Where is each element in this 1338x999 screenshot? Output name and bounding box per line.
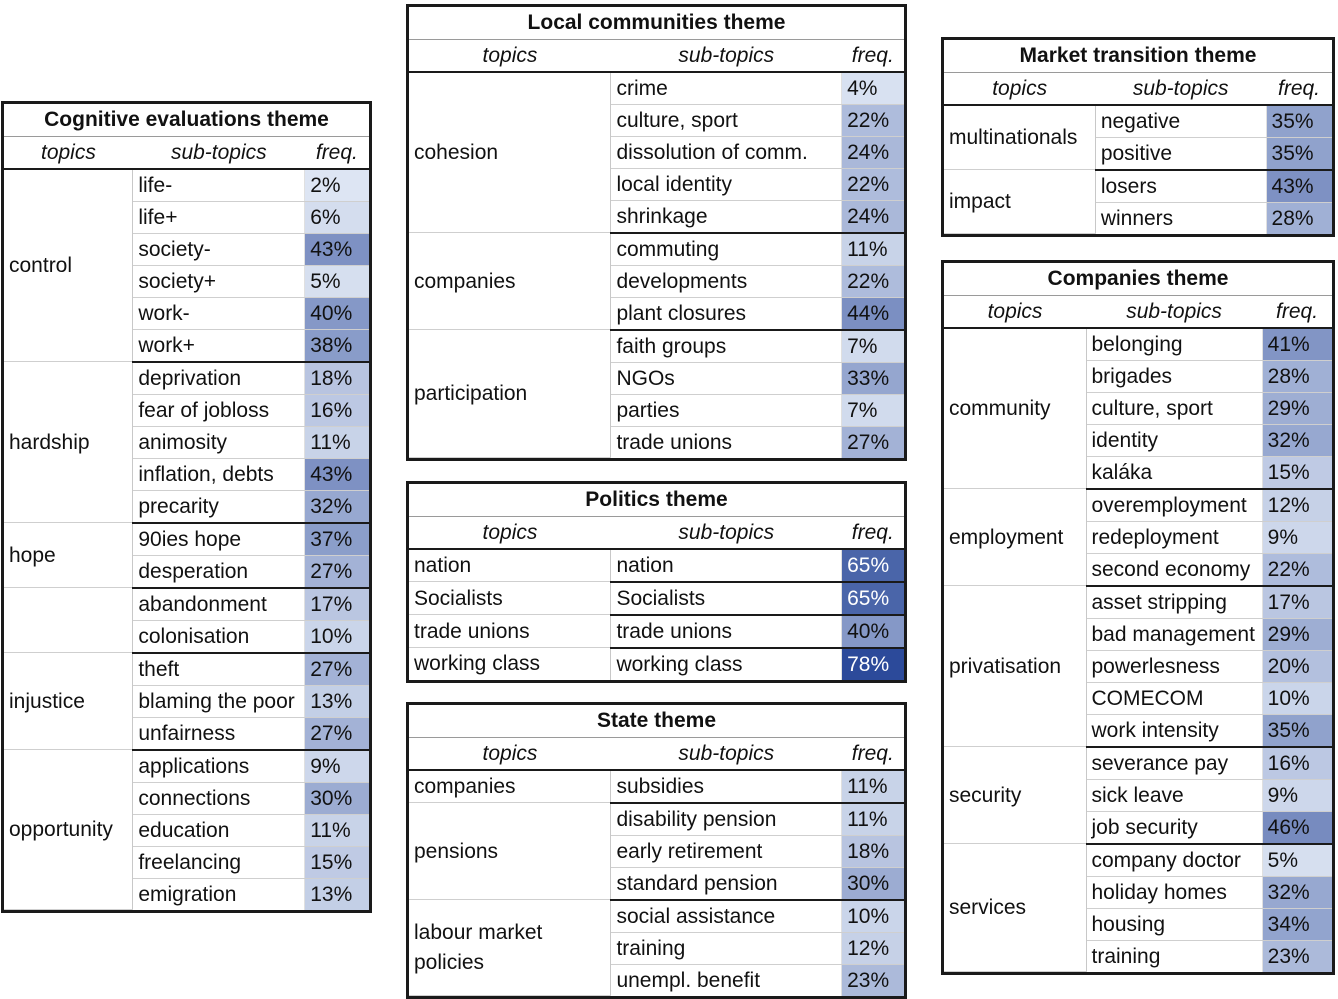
topic-cell: security [944, 747, 1086, 844]
freq-cell: 7% [842, 394, 904, 426]
companies-table [941, 260, 1335, 975]
freq-header: freq. [1262, 295, 1332, 328]
table-row [944, 586, 1332, 619]
sub-topic-cell: unempl. benefit [611, 964, 842, 996]
sub-topic-cell: job security [1086, 811, 1262, 844]
sub-topics-header: sub-topics [1086, 295, 1262, 328]
sub-topic-cell: applications [133, 750, 305, 783]
freq-cell: 22% [842, 104, 904, 136]
freq-cell: 43% [1266, 170, 1332, 203]
topic-cell: cohesion [409, 72, 611, 233]
sub-topic-cell: crime [611, 72, 842, 105]
freq-cell: 23% [1262, 940, 1332, 972]
freq-cell: 13% [305, 878, 369, 910]
sub-topic-cell: connections [133, 782, 305, 814]
freq-cell: 35% [1262, 714, 1332, 747]
sub-topics-header: sub-topics [611, 516, 842, 549]
freq-cell: 18% [305, 362, 369, 395]
freq-cell: 11% [305, 814, 369, 846]
sub-topic-cell: losers [1095, 170, 1266, 203]
freq-cell: 40% [842, 615, 904, 648]
topic-cell: nation [409, 549, 611, 582]
topic-cell: hope [4, 523, 133, 588]
freq-cell: 27% [305, 653, 369, 686]
sub-topic-cell: precarity [133, 490, 305, 523]
sub-topic-cell: society- [133, 233, 305, 265]
sub-topic-cell: asset stripping [1086, 586, 1262, 619]
freq-cell: 11% [842, 803, 904, 836]
table-row [944, 328, 1332, 361]
freq-cell: 27% [305, 555, 369, 588]
sub-topic-cell: standard pension [611, 867, 842, 900]
freq-header: freq. [842, 737, 904, 770]
table-row [4, 169, 369, 202]
table-row [944, 170, 1332, 203]
freq-cell: 28% [1262, 360, 1332, 392]
freq-cell: 9% [1262, 521, 1332, 553]
freq-header: freq. [305, 136, 369, 169]
table-row [944, 747, 1332, 780]
sub-topic-cell: second economy [1086, 553, 1262, 586]
sub-topics-header: sub-topics [611, 737, 842, 770]
sub-topic-cell: faith groups [611, 330, 842, 363]
sub-topic-cell: NGOs [611, 362, 842, 394]
sub-topic-cell: training [611, 932, 842, 964]
table-row [409, 615, 904, 648]
sub-topic-cell: training [1086, 940, 1262, 972]
sub-topic-cell: kaláka [1086, 456, 1262, 489]
sub-topics-header: sub-topics [1095, 72, 1266, 105]
freq-cell: 5% [305, 265, 369, 297]
sub-topic-cell: fear of jobloss [133, 394, 305, 426]
topic-cell: Socialists [409, 582, 611, 615]
freq-cell: 43% [305, 233, 369, 265]
freq-cell: 16% [1262, 747, 1332, 780]
table-row [409, 330, 904, 363]
sub-topic-cell: holiday homes [1086, 876, 1262, 908]
topics-header: topics [944, 295, 1086, 328]
sub-topic-cell: subsidies [611, 770, 842, 803]
market-transition-table [941, 37, 1335, 237]
sub-topic-cell: emigration [133, 878, 305, 910]
theme-title: Cognitive evaluations theme [44, 108, 329, 132]
table-row [4, 750, 369, 783]
state-table [406, 702, 907, 999]
topic-cell: trade unions [409, 615, 611, 648]
freq-cell: 41% [1262, 328, 1332, 361]
sub-topic-cell: theft [133, 653, 305, 686]
freq-cell: 38% [305, 329, 369, 362]
topic-cell: hardship [4, 362, 133, 523]
sub-topic-cell: powerlesness [1086, 650, 1262, 682]
sub-topics-header: sub-topics [133, 136, 305, 169]
freq-cell: 20% [1262, 650, 1332, 682]
freq-cell: 10% [305, 620, 369, 653]
freq-cell: 17% [305, 588, 369, 621]
freq-cell: 30% [842, 867, 904, 900]
sub-topic-cell: early retirement [611, 835, 842, 867]
freq-cell: 35% [1266, 137, 1332, 170]
topics-header: topics [409, 516, 611, 549]
sub-topic-cell: work+ [133, 329, 305, 362]
freq-cell: 35% [1266, 105, 1332, 138]
sub-topic-cell: unfairness [133, 717, 305, 750]
freq-cell: 16% [305, 394, 369, 426]
sub-topic-cell: inflation, debts [133, 458, 305, 490]
table-row [944, 105, 1332, 138]
freq-header: freq. [842, 39, 904, 72]
sub-topic-cell: sick leave [1086, 779, 1262, 811]
freq-cell: 22% [842, 168, 904, 200]
freq-cell: 2% [305, 169, 369, 202]
local-communities-table [406, 4, 907, 461]
freq-cell: 6% [305, 201, 369, 233]
sub-topics-header: sub-topics [611, 39, 842, 72]
freq-cell: 37% [305, 523, 369, 556]
topic-cell: companies [409, 233, 611, 330]
table-row [944, 489, 1332, 522]
sub-topic-cell: brigades [1086, 360, 1262, 392]
freq-cell: 34% [1262, 908, 1332, 940]
sub-topic-cell: Socialists [611, 582, 842, 615]
freq-cell: 9% [305, 750, 369, 783]
sub-topic-cell: winners [1095, 202, 1266, 234]
sub-topic-cell: identity [1086, 424, 1262, 456]
sub-topic-cell: culture, sport [1086, 392, 1262, 424]
theme-title: Politics theme [585, 488, 728, 512]
politics-table [406, 481, 907, 683]
freq-cell: 43% [305, 458, 369, 490]
theme-title: Local communities theme [527, 11, 786, 35]
sub-topic-cell: working class [611, 648, 842, 680]
freq-cell: 32% [305, 490, 369, 523]
freq-cell: 40% [305, 297, 369, 329]
sub-topic-cell: animosity [133, 426, 305, 458]
freq-cell: 65% [842, 549, 904, 582]
topic-cell: opportunity [4, 750, 133, 910]
topic-cell: privatisation [944, 586, 1086, 747]
freq-cell: 30% [305, 782, 369, 814]
topic-cell: services [944, 844, 1086, 972]
sub-topic-cell: trade unions [611, 426, 842, 458]
topic-cell: impact [944, 170, 1095, 234]
topic-cell [4, 588, 133, 653]
topic-cell: pensions [409, 803, 611, 900]
table-row [4, 362, 369, 395]
sub-topic-cell: trade unions [611, 615, 842, 648]
sub-topic-cell: COMECOM [1086, 682, 1262, 714]
sub-topic-cell: work- [133, 297, 305, 329]
table-row [409, 900, 904, 933]
topics-header: topics [944, 72, 1095, 105]
freq-cell: 78% [842, 648, 904, 680]
theme-title: Companies theme [1047, 267, 1229, 291]
sub-topic-cell: culture, sport [611, 104, 842, 136]
sub-topic-cell: freelancing [133, 846, 305, 878]
freq-cell: 24% [842, 136, 904, 168]
freq-cell: 46% [1262, 811, 1332, 844]
table-row [944, 844, 1332, 877]
sub-topic-cell: social assistance [611, 900, 842, 933]
table-row [4, 588, 369, 621]
sub-topic-cell: dissolution of comm. [611, 136, 842, 168]
sub-topic-cell: bad management [1086, 618, 1262, 650]
freq-cell: 29% [1262, 618, 1332, 650]
freq-cell: 4% [842, 72, 904, 105]
sub-topic-cell: severance pay [1086, 747, 1262, 780]
sub-topic-cell: overemployment [1086, 489, 1262, 522]
freq-cell: 24% [842, 200, 904, 233]
freq-cell: 11% [842, 770, 904, 803]
sub-topic-cell: housing [1086, 908, 1262, 940]
topic-cell: employment [944, 489, 1086, 586]
sub-topic-cell: 90ies hope [133, 523, 305, 556]
freq-cell: 29% [1262, 392, 1332, 424]
freq-cell: 11% [305, 426, 369, 458]
freq-cell: 5% [1262, 844, 1332, 877]
topic-cell: companies [409, 770, 611, 803]
freq-cell: 32% [1262, 424, 1332, 456]
sub-topic-cell: work intensity [1086, 714, 1262, 747]
sub-topic-cell: belonging [1086, 328, 1262, 361]
sub-topic-cell: company doctor [1086, 844, 1262, 877]
sub-topic-cell: disability pension [611, 803, 842, 836]
freq-cell: 32% [1262, 876, 1332, 908]
freq-cell: 33% [842, 362, 904, 394]
freq-cell: 10% [842, 900, 904, 933]
freq-cell: 12% [1262, 489, 1332, 522]
sub-topic-cell: local identity [611, 168, 842, 200]
sub-topic-cell: education [133, 814, 305, 846]
table-row [409, 233, 904, 266]
table-row [409, 72, 904, 105]
topic-cell: participation [409, 330, 611, 458]
freq-cell: 11% [842, 233, 904, 266]
table-row [409, 549, 904, 582]
freq-cell: 10% [1262, 682, 1332, 714]
freq-cell: 23% [842, 964, 904, 996]
table-row [409, 770, 904, 803]
topics-header: topics [4, 136, 133, 169]
sub-topic-cell: shrinkage [611, 200, 842, 233]
freq-cell: 44% [842, 297, 904, 330]
sub-topic-cell: nation [611, 549, 842, 582]
sub-topic-cell: negative [1095, 105, 1266, 138]
freq-cell: 17% [1262, 586, 1332, 619]
table-row [4, 523, 369, 556]
freq-cell: 15% [305, 846, 369, 878]
sub-topic-cell: desperation [133, 555, 305, 588]
theme-title: State theme [596, 709, 717, 733]
sub-topic-cell: developments [611, 265, 842, 297]
sub-topic-cell: abandonment [133, 588, 305, 621]
freq-cell: 12% [842, 932, 904, 964]
freq-cell: 27% [305, 717, 369, 750]
sub-topic-cell: life+ [133, 201, 305, 233]
sub-topic-cell: colonisation [133, 620, 305, 653]
cognitive-evaluations-table [1, 101, 372, 913]
sub-topic-cell: commuting [611, 233, 842, 266]
freq-header: freq. [1266, 72, 1332, 105]
topic-cell: control [4, 169, 133, 362]
freq-cell: 27% [842, 426, 904, 458]
topic-cell: labour market policies [409, 900, 611, 996]
sub-topic-cell: plant closures [611, 297, 842, 330]
freq-cell: 7% [842, 330, 904, 363]
sub-topic-cell: society+ [133, 265, 305, 297]
freq-cell: 65% [842, 582, 904, 615]
freq-cell: 15% [1262, 456, 1332, 489]
sub-topic-cell: life- [133, 169, 305, 202]
table-row [409, 803, 904, 836]
table-row [409, 582, 904, 615]
theme-title: Market transition theme [1019, 44, 1257, 68]
topic-cell: multinationals [944, 105, 1095, 170]
topic-cell: working class [409, 648, 611, 680]
sub-topic-cell: redeployment [1086, 521, 1262, 553]
sub-topic-cell: parties [611, 394, 842, 426]
freq-cell: 18% [842, 835, 904, 867]
topics-header: topics [409, 737, 611, 770]
freq-cell: 28% [1266, 202, 1332, 234]
topics-header: topics [409, 39, 611, 72]
freq-cell: 22% [842, 265, 904, 297]
table-row [4, 653, 369, 686]
table-row [409, 648, 904, 680]
freq-header: freq. [842, 516, 904, 549]
freq-cell: 9% [1262, 779, 1332, 811]
freq-cell: 13% [305, 685, 369, 717]
sub-topic-cell: positive [1095, 137, 1266, 170]
freq-cell: 22% [1262, 553, 1332, 586]
topic-cell: injustice [4, 653, 133, 750]
sub-topic-cell: deprivation [133, 362, 305, 395]
topic-cell: community [944, 328, 1086, 489]
sub-topic-cell: blaming the poor [133, 685, 305, 717]
